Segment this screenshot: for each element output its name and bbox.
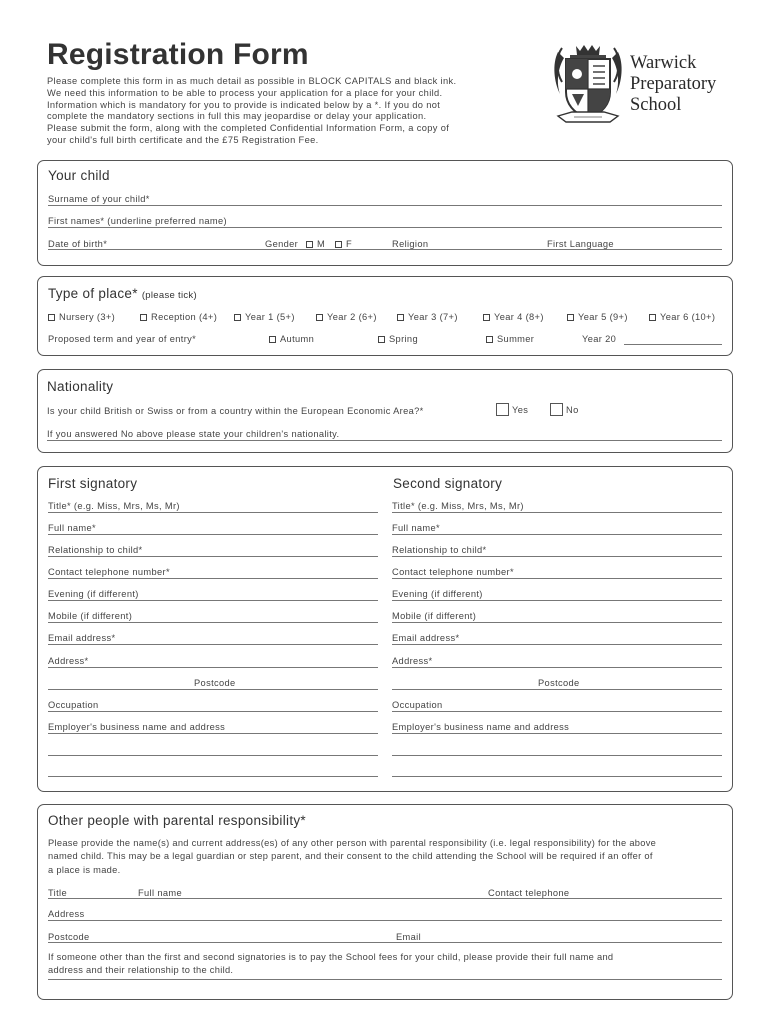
checkbox-icon bbox=[397, 314, 404, 321]
term-option-spring[interactable] bbox=[378, 333, 418, 345]
place-option-year3[interactable] bbox=[397, 311, 458, 323]
first-title-field[interactable]: Title* (e.g. Miss, Mrs, Ms, Mr) bbox=[48, 500, 378, 513]
first-employer-field[interactable]: Employer's business name and address bbox=[48, 721, 378, 734]
other-address-field[interactable]: Address bbox=[48, 908, 722, 921]
checkbox-icon bbox=[378, 336, 385, 343]
second-full-name-field[interactable]: Full name* bbox=[392, 522, 722, 535]
place-option-nursery[interactable] bbox=[48, 311, 115, 323]
checkbox-icon bbox=[496, 403, 509, 416]
nationality-yes-label: Yes bbox=[512, 405, 529, 415]
place-option-label: Nursery (3+) bbox=[59, 312, 116, 322]
intro-line: Please complete this form in as much detail as possible in BLOCK CAPITALS and black ink. bbox=[47, 76, 457, 86]
place-option-label: Year 4 (8+) bbox=[494, 312, 544, 322]
checkbox-icon bbox=[140, 314, 147, 321]
term-option-summer[interactable] bbox=[486, 333, 534, 345]
place-option-label: Year 2 (6+) bbox=[327, 312, 377, 322]
first-employer-line[interactable] bbox=[48, 776, 378, 777]
paragraph-line: If someone other than the first and second signatories is to pay the School fees for your child, please provide their full name and bbox=[48, 952, 614, 962]
checkbox-icon bbox=[306, 241, 313, 248]
place-option-label: Year 5 (9+) bbox=[578, 312, 628, 322]
checkbox-icon bbox=[48, 314, 55, 321]
second-email-field[interactable]: Email address* bbox=[392, 632, 722, 645]
second-employer-field[interactable]: Employer's business name and address bbox=[392, 721, 722, 734]
gender-m-label: M bbox=[317, 239, 326, 249]
other-contact-label: Contact telephone bbox=[488, 888, 570, 898]
first-mobile-field[interactable]: Mobile (if different) bbox=[48, 610, 378, 623]
first-signatory-title: First signatory bbox=[48, 476, 138, 491]
checkbox-icon bbox=[335, 241, 342, 248]
place-option-year1[interactable] bbox=[234, 311, 295, 323]
section-title bbox=[48, 286, 197, 301]
first-full-name-field[interactable]: Full name* bbox=[48, 522, 378, 535]
paragraph-line: address and their relationship to the child. bbox=[48, 965, 234, 976]
intro-line: Information which is mandatory for you to provide is indicated below by a *. If you do not bbox=[47, 99, 441, 110]
first-relationship-field[interactable]: Relationship to child* bbox=[48, 544, 378, 557]
place-option-year2[interactable] bbox=[316, 311, 377, 323]
other-email-label: Email bbox=[396, 932, 421, 942]
place-option-year6[interactable] bbox=[649, 311, 715, 323]
second-signatory-title: Second signatory bbox=[393, 476, 503, 491]
term-option-label: Summer bbox=[497, 334, 535, 344]
school-name-line: School bbox=[630, 95, 682, 115]
dob-gender-row bbox=[48, 237, 722, 250]
first-occupation-field[interactable]: Occupation bbox=[48, 699, 378, 712]
checkbox-icon bbox=[550, 403, 563, 416]
gender-f-option[interactable] bbox=[335, 238, 352, 250]
checkbox-icon bbox=[483, 314, 490, 321]
page-title: Registration Form bbox=[47, 38, 309, 71]
section-title: Nationality bbox=[47, 379, 114, 394]
paragraph-line: Please provide the name(s) and current address(es) of any other person with parental responsibility (i.e. legal responsibility) for the above bbox=[48, 838, 657, 848]
nationality-no-label: No bbox=[566, 405, 579, 415]
paragraph-line: a place is made. bbox=[48, 864, 121, 875]
signatories-section bbox=[37, 466, 733, 792]
other-title-label: Title bbox=[48, 888, 67, 898]
school-name-line: Preparatory bbox=[630, 74, 717, 94]
place-option-reception[interactable] bbox=[140, 311, 217, 323]
first-evening-field[interactable]: Evening (if different) bbox=[48, 588, 378, 601]
place-option-label: Reception (4+) bbox=[151, 312, 218, 322]
intro-line: Please submit the form, along with the completed Confidential Information Form, a copy of bbox=[47, 123, 450, 134]
school-logo bbox=[550, 42, 740, 132]
first-telephone-field[interactable]: Contact telephone number* bbox=[48, 566, 378, 579]
religion-field[interactable]: Religion bbox=[392, 239, 429, 249]
other-postcode-email-row[interactable] bbox=[48, 930, 722, 943]
school-name bbox=[630, 53, 716, 116]
checkbox-icon bbox=[269, 336, 276, 343]
parental-paragraph bbox=[48, 837, 728, 877]
checkbox-icon bbox=[234, 314, 241, 321]
second-occupation-field[interactable]: Occupation bbox=[392, 699, 722, 712]
place-option-label: Year 6 (10+) bbox=[660, 312, 716, 322]
gender-label: Gender bbox=[265, 239, 299, 249]
eea-question: Is your child British or Swiss or from a country within the European Economic Area?* bbox=[47, 406, 424, 416]
second-postcode-label: Postcode bbox=[538, 678, 580, 688]
nationality-yes-option[interactable] bbox=[496, 403, 528, 416]
nationality-no-option[interactable] bbox=[550, 403, 579, 416]
term-option-autumn[interactable] bbox=[269, 333, 314, 345]
intro-line: We need this information to be able to process your application for a place for your child. bbox=[47, 87, 443, 98]
section-title: Your child bbox=[48, 168, 110, 183]
surname-field[interactable]: Surname of your child* bbox=[48, 193, 722, 206]
second-evening-field[interactable]: Evening (if different) bbox=[392, 588, 722, 601]
first-address-field[interactable]: Address* bbox=[48, 655, 378, 668]
place-option-year5[interactable] bbox=[567, 311, 628, 323]
section-title: Other people with parental responsibility* bbox=[48, 813, 306, 828]
type-of-place-section bbox=[37, 276, 733, 356]
fees-paragraph[interactable] bbox=[48, 951, 722, 980]
section-hint: (please tick) bbox=[141, 290, 197, 301]
entry-year-label: Year 20 bbox=[582, 334, 617, 344]
school-name-line: Warwick bbox=[630, 53, 697, 73]
other-postcode-label: Postcode bbox=[48, 932, 90, 942]
place-option-label: Year 3 (7+) bbox=[408, 312, 458, 322]
entry-year-field[interactable] bbox=[624, 344, 722, 345]
second-title-field[interactable]: Title* (e.g. Miss, Mrs, Ms, Mr) bbox=[392, 500, 722, 513]
place-option-label: Year 1 (5+) bbox=[245, 312, 295, 322]
gender-m-option[interactable] bbox=[306, 238, 325, 250]
first-language-field[interactable]: First Language bbox=[547, 239, 614, 249]
term-option-label: Autumn bbox=[280, 334, 315, 344]
other-full-name-label: Full name bbox=[138, 888, 182, 898]
second-relationship-field[interactable]: Relationship to child* bbox=[392, 544, 722, 557]
first-employer-line[interactable] bbox=[48, 755, 378, 756]
second-mobile-field[interactable]: Mobile (if different) bbox=[392, 610, 722, 623]
other-parental-section bbox=[37, 804, 733, 1000]
checkbox-icon bbox=[649, 314, 656, 321]
intro-text bbox=[47, 76, 507, 147]
checkbox-icon bbox=[486, 336, 493, 343]
intro-line: complete the mandatory sections in full this may jeopardise or delay your application. bbox=[47, 111, 427, 122]
paragraph-line: named child. This may be a legal guardian or step parent, and their consent to the child attending the School will be required if an offer of bbox=[48, 851, 653, 862]
section-title-text: Type of place* bbox=[48, 286, 138, 301]
school-crest-icon bbox=[550, 42, 626, 128]
nationality-section bbox=[37, 369, 733, 453]
proposed-entry-label: Proposed term and year of entry* bbox=[48, 334, 197, 344]
second-employer-line[interactable] bbox=[392, 755, 722, 756]
second-employer-line[interactable] bbox=[392, 776, 722, 777]
nationality-field[interactable]: If you answered No above please state your children's nationality. bbox=[47, 428, 722, 441]
your-child-section bbox=[37, 160, 733, 266]
first-names-field[interactable]: First names* (underline preferred name) bbox=[48, 215, 722, 228]
first-postcode-label: Postcode bbox=[194, 678, 236, 688]
term-option-label: Spring bbox=[389, 334, 418, 344]
place-option-year4[interactable] bbox=[483, 311, 544, 323]
gender-f-label: F bbox=[346, 239, 353, 249]
second-telephone-field[interactable]: Contact telephone number* bbox=[392, 566, 722, 579]
first-email-field[interactable]: Email address* bbox=[48, 632, 378, 645]
intro-line: your child's full birth certificate and the £75 Registration Fee. bbox=[47, 134, 319, 145]
dob-label: Date of birth* bbox=[48, 239, 108, 249]
checkbox-icon bbox=[567, 314, 574, 321]
checkbox-icon bbox=[316, 314, 323, 321]
second-address-field[interactable]: Address* bbox=[392, 655, 722, 668]
